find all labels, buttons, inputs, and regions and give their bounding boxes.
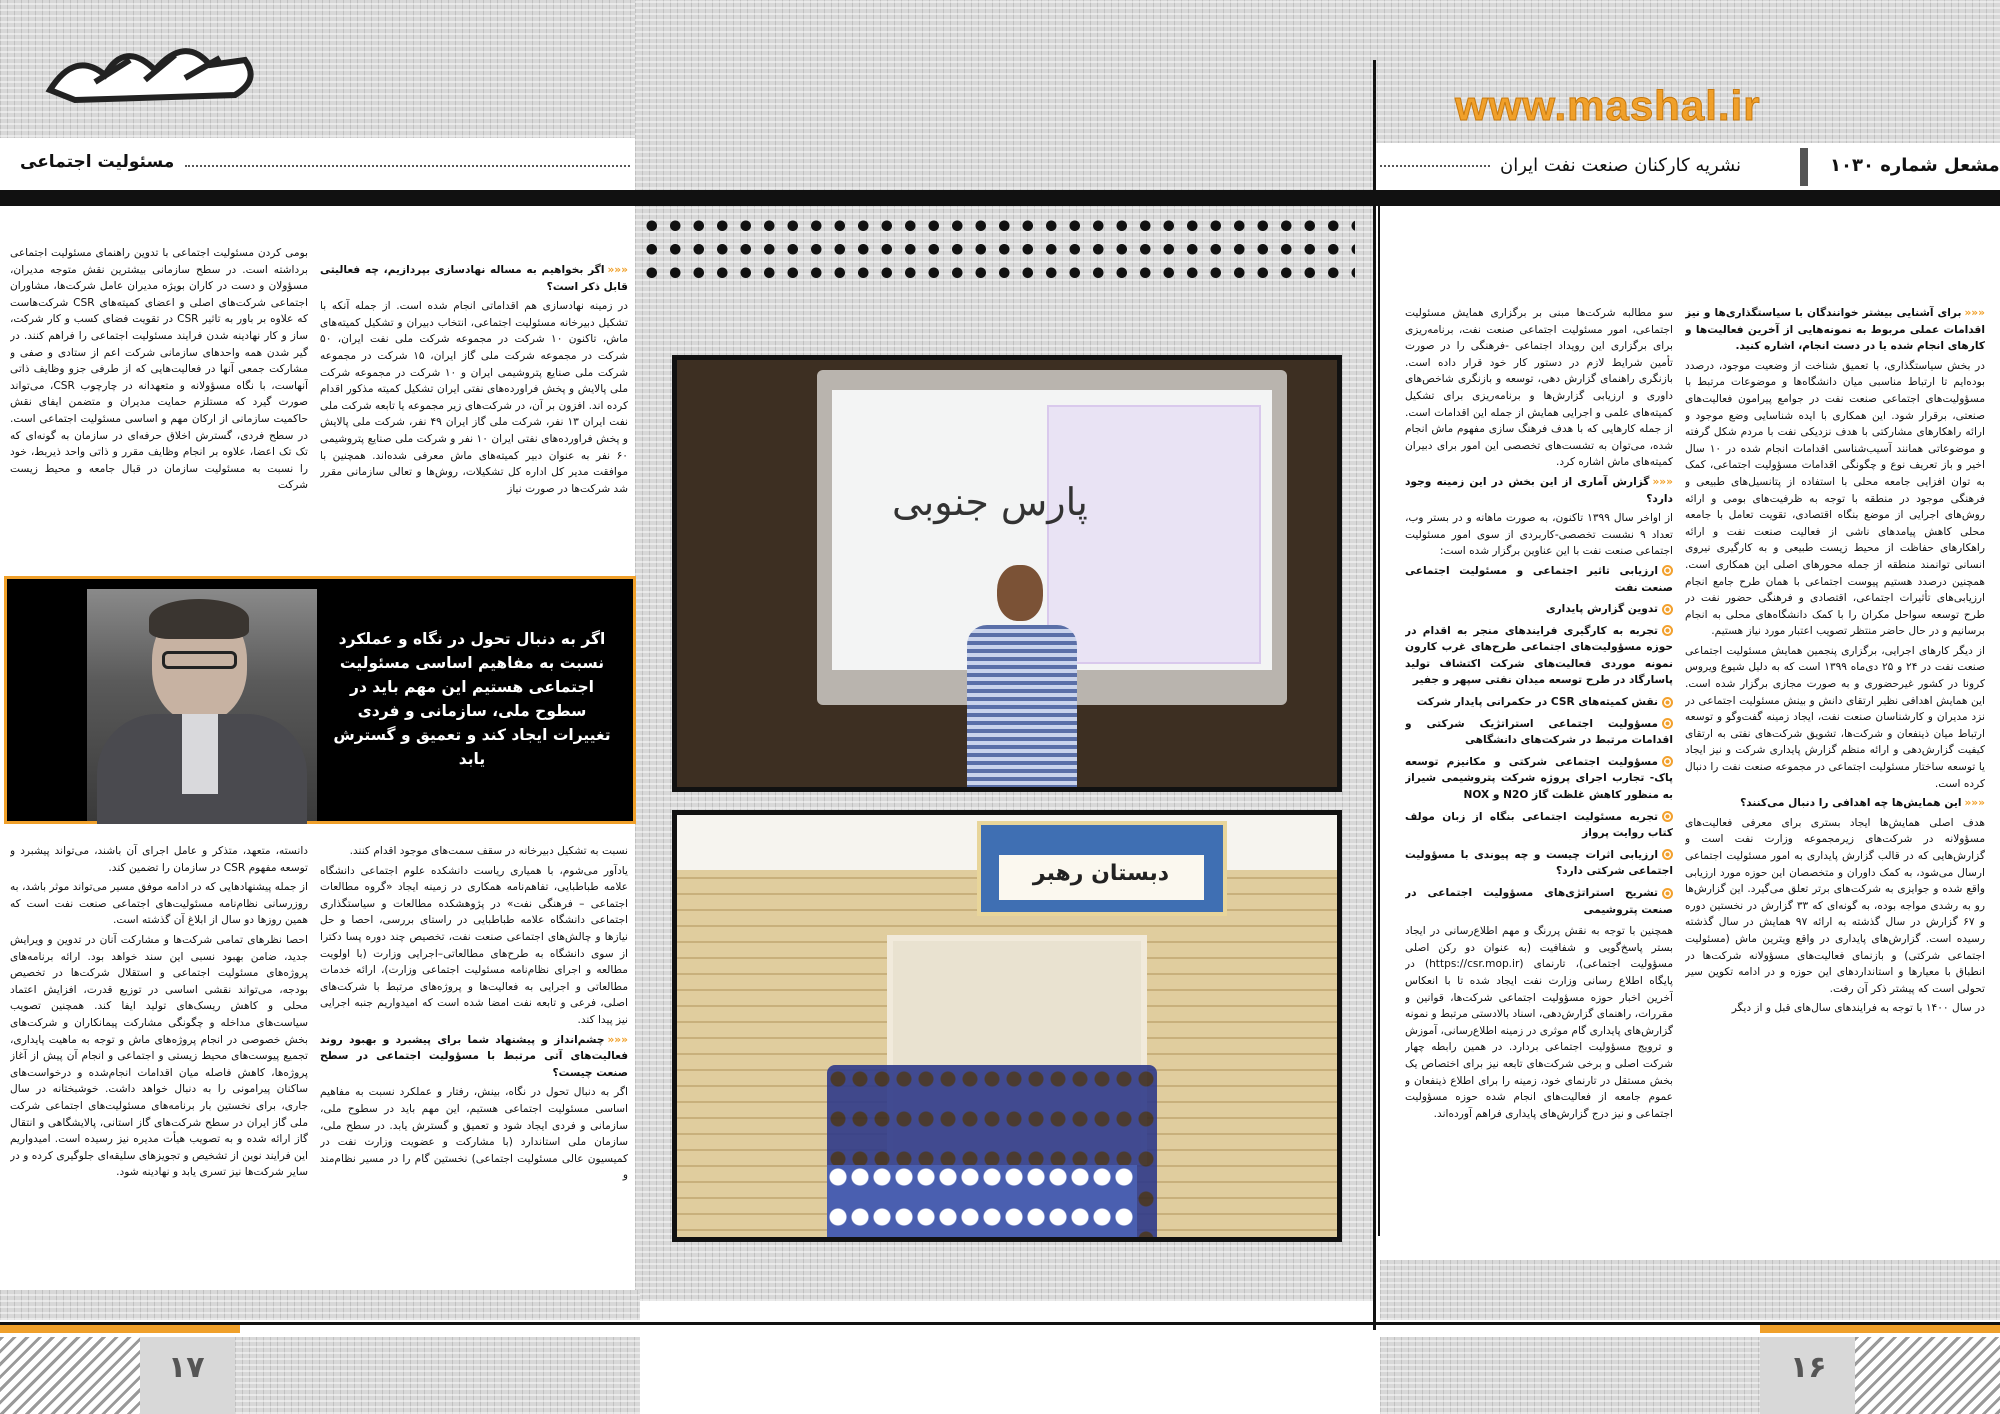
paragraph: از جمله پیشنهادهایی که در ادامه موفق مسیر می‌تواند موثر باشد، به روزرسانی نظام‌نامه مسئولیت‌های اجتماعی صنعت نفت است که همین روزها دو سال از ابلاغ آن گذشته است. xyxy=(10,881,308,927)
left-col-top-left xyxy=(10,245,308,550)
portrait-glasses xyxy=(162,651,237,669)
portrait-shirt xyxy=(182,714,218,794)
footer-texture-right xyxy=(1380,1260,2000,1320)
bullet-item: مسؤولیت اجتماعی استراتژیک شرکتی و اقدامات مرتبط در شرکت‌های دانشگاهی xyxy=(1405,717,1673,747)
whiteboard-photo xyxy=(672,355,1342,792)
bullet-circle-icon xyxy=(1662,565,1673,576)
bullet-item: تجربه مسئولیت اجتماعی بنگاه از زبان مولف کتاب روایت پرواز xyxy=(1405,810,1673,840)
paragraph: در سال ۱۴۰۰ با توجه به فرایندهای سال‌های قبل و از دیگر xyxy=(1731,1002,1985,1015)
question-text: چشم‌انداز و پیشنهاد شما برای پیشبرد و بهبود روند فعالیت‌های آتی مرتبط با مسؤولیت اجتماعی در سطح صنعت چیست؟ xyxy=(320,1033,628,1079)
paragraph: هدف اصلی همایش‌ها ایجاد بستری برای معرفی فعالیت‌های مسؤولانه در شرکت‌های زیرمجموعه وزارت نفت است و گزارش‌هایی که در قالب گزارش پایداری به امور مسئولیت اجتماعی ارسال می‌شود، به کمک داوران و متخصصان این حوزه مورد ارزیابی واقع شده و جوایزی به شرکت‌های برتر تعلق می‌گیرد. این گزارش‌ها رو به رشدی مواجه بوده، به گونه‌ای که ۳۳ گزارش در نخستین دوره و ۶۷ گزارش در سال گذشته به ارائه ۹۷ همایش در سال گذشته رسیده است. گزارش‌های پایداری در واقع ویترین ماش (مسئولیت اجتماعی شرکتی) و بازنمای فعالیت‌های مسؤولانه شرکت‌ها در انطباق با معیارها و استانداردهای این حوزه و در ادامه تکوین سیر تحولی است که پیشتر ذکر آن رفت. xyxy=(1685,816,1985,995)
portrait-hair xyxy=(149,599,249,639)
bullet-item: تشریح استراتژی‌های مسؤولیت اجتماعی در صنعت پتروشیمی xyxy=(1405,887,1673,916)
paragraph: دانسته، متعهد، متذکر و عامل اجرای آن باشند، می‌تواند پیشبرد و توسعه مفهوم CSR در سازمان را تضمین کند. xyxy=(10,845,308,874)
footer-black-line xyxy=(0,1322,2000,1325)
dot-grid-decoration xyxy=(640,214,1355,286)
question-arrows-icon: ««« xyxy=(1964,797,1985,810)
left-col-bottom-right xyxy=(320,843,628,1283)
bullet-item: تجربه به کارگیری فرایندهای منجر به اقدام در حوزه مسؤولیت‌های اجتماعی طرح‌های غرب کارون نمونه موردی فعالیت‌های شرکت اکتشاف تولید پاسارگاد در طرح توسعه میدان نفتی سپهر و جفیر xyxy=(1405,624,1673,687)
paragraph: از اواخر سال ۱۳۹۹ تاکنون، به صورت ماهانه و در بستر وب، تعداد ۹ نشست تخصصی-کاربردی از سوی امور مسئولیت اجتماعی صنعت نفت با این عناوین برگزار شده است: xyxy=(1405,512,1673,558)
bullet-circle-icon xyxy=(1662,756,1673,767)
bullet-item: نقش کمیته‌های CSR در حکمرانی پایدار شرکت xyxy=(1405,694,1673,711)
paragraph: سو مطالبه شرکت‌ها مبنی بر برگزاری همایش مسئولیت اجتماعی، امور مسئولیت اجتماعی صنعت نفت، برنامه‌ریزی برای برگزاری این رویداد اجتماعی -فرهنگی را در صورت تأمین شرایط لازم در دستور کار خود قرار داده است. بازنگری راهنمای گزارش دهی، توسعه و بازنگری شاخص‌های داوری و ارزیابی گزارش‌ها و برنامه‌ریزی برای تشکیل کمیته‌های علمی و اجرایی همایش از جمله این اقدامات است. از جمله کارهایی که با هدف فرهنگ سازی مفهوم ماش انجام شده، می‌توان به تشست‌های تخصصی این امور برای دبیران کمیته‌های ماش اشاره کرد. xyxy=(1405,307,1673,469)
quote-text: اگر به دنبال تحول در نگاه و عملکرد نسبت به مفاهیم اساسی مسئولیت اجتماعی هستیم این مهم باید در سطوح ملی، سازمانی و فردی تغییرات ایجاد کند و تعمیق و گسترش یابد xyxy=(333,630,611,768)
publication-title: نشریه کارکنان صنعت نفت ایران xyxy=(1500,155,1742,176)
footer-bottom-texture-right xyxy=(1380,1337,1760,1414)
bullet-item: ارزیابی اثرات چیست و چه پیوندی با مسؤولیت اجتماعی شرکتی دارد؟ xyxy=(1405,848,1673,878)
section-title-divider xyxy=(185,165,630,167)
mashal-logo xyxy=(35,20,265,110)
school-sign-text: دبستان رهبر xyxy=(1032,861,1170,886)
author-portrait xyxy=(87,589,317,821)
paragraph: یادآور می‌شوم، با همیاری ریاست دانشکده علوم اجتماعی دانشگاه علامه طباطبایی، تفاهم‌نامه همکاری در زمینه ایجاد «گروه مطالعات اجتماعی – فرهنگی نفت» در پژوهشکده مطالعات و سیاستگذاری اجتماعی دانشگاه علامه طباطبایی در راستای بررسی، احصا و حل نیازها و چالش‌های اجتماعی صنعت نفت، تخصیص چند دوره پسا دکترا از سوی دانشگاه به طرح‌های مطالعاتی–اجرایی وزارت (با اولویت مطالعه و اجرای نظام‌نامه مسئولیت اجتماعی وزارت)، ارائه خدمات مطالعاتی و اجرایی به فعالیت‌ها و پروژه‌های مرتبط با شرکت‌های اصلی، فرعی و تابعه نفت امضا شده است که امیدواریم جنبه اجرایی نیز پیدا کند. xyxy=(320,864,628,1026)
students-front-row xyxy=(827,1165,1137,1242)
whiteboard-text: پارس جنوبی xyxy=(892,480,1088,524)
bullet-circle-icon xyxy=(1662,888,1673,899)
page-number-left: ۱۷ xyxy=(168,1350,205,1385)
right-col-right xyxy=(1685,305,1985,1235)
bullet-item: ارزیابی تاثیر اجتماعی و مسئولیت اجتماعی صنعت نفت xyxy=(1405,564,1673,594)
bullet-circle-icon xyxy=(1662,718,1673,729)
left-col-top-right xyxy=(320,262,628,552)
right-header-divider xyxy=(1380,165,1490,167)
mashal-logo-graphic xyxy=(35,20,265,110)
bullet-circle-icon xyxy=(1662,604,1673,615)
top-black-bar xyxy=(0,190,2000,206)
paragraph: همچنین با توجه به نقش پررنگ و مهم اطلاع‌رسانی در ایجاد بستر پاسخ‌گویی و شفافیت (به عنوان دو رکن اصلی مسؤولیت اجتماعی)، تارنمای (https://csr.mop.ir) در پایگاه اطلاع رسانی وزارت نفت ایجاد شده تا با انعکاس آخرین اخبار حوزه مسؤولیت اجتماعی شرکت‌ها، قوانین و مقررات، راهنمای گزارش‌دهی، اسناد بالادستی مرتبط و نمونه گزارش‌های پایداری گام موثری در زمینه اطلاع‌رسانی، آموزش و ترویج مسؤولیت اجتماعی بردارد. در همین رابطه چهار شرکت اصلی و برخی شرکت‌های تابعه نیز برای اختصاص یک بخش مستقل در تارنمای خود، زمینه را برای اطلاع ذینفعان و عموم جامعه از فعالیت‌های انجام شده حوزه مسؤولیت اجتماعی و نیز درج گزارش‌های پایداری فراهم آورده‌اند. xyxy=(1405,925,1673,1120)
bullet-circle-icon xyxy=(1662,625,1673,636)
paragraph: نسبت به تشکیل دبیرخانه در سقف سمت‌های موجود اقدام کنند. xyxy=(349,845,628,857)
question-arrows-icon: ««« xyxy=(1964,307,1985,319)
bullet-circle-icon xyxy=(1662,849,1673,860)
issue-label: مشعل شماره ۱۰۳۰ xyxy=(1830,155,2000,176)
student-shirt xyxy=(967,625,1077,792)
bullet-item: مسؤولیت اجتماعی شرکتی و مکانیزم توسعه پاک- تجارب اجرای پروژه شرکت پتروشیمی شیراز به منظور کاهش غلظت گاز N2O و NOX xyxy=(1405,755,1673,802)
school-sign xyxy=(977,821,1227,916)
right-col-left xyxy=(1405,305,1673,1235)
student-figure xyxy=(957,565,1087,792)
section-title: مسئولیت اجتماعی xyxy=(20,152,175,172)
quote-box xyxy=(4,576,636,824)
header-separator xyxy=(1800,148,1808,186)
school-photo xyxy=(672,810,1342,1242)
bullet-circle-icon xyxy=(1662,811,1673,822)
paragraph: اگر به دنبال تحول در نگاه، بینش، رفتار و عملکرد نسبت به مفاهیم اساسی مسئولیت اجتماعی هستیم، این مهم باید در سطوح ملی، سازمانی و فردی ایجاد شود و تعمیق و گسترش یابد. در سطح ملی، سازمان ملی استاندارد (با مشارکت و عضویت وزارت نفت در کمیسیون عالی مسئولیت اجتماعی) نخستین گام را در مسیر نظام‌مند و xyxy=(320,1086,628,1182)
website-url[interactable]: www.mashal.ir xyxy=(1455,82,1761,129)
question-text: اگر بخواهیم به مساله نهادسازی بپردازیم، چه فعالیتی قابل ذکر است؟ xyxy=(320,264,628,293)
paragraph: در زمینه نهادسازی هم اقداماتی انجام شده است. از جمله آنکه با تشکیل دبیرخانه مسئولیت اجتماعی، انتخاب دبیران و تشکیل کمیته‌های ماش، تاکنون ۱۰ شرکت در مجموعه شرکت ملی نفت ایران، ۵۰ شرکت در مجموعه شرکت ملی گاز ایران، ۱۵ شرکت در مجموعه شرکت ملی صنایع پتروشیمی ایران و ۱۰ شرکت در مجموعه شرکت ملی پالایش و پخش فراورده‌های نفتی ایران تشکیل کمیته مذکور اقدام کرده اند. افزون بر آن، در شرکت‌های زیر مجموعه یا تابعه شرکت ملی نفت ایران ۱۳ نفر، شرکت ملی گاز ایران ۴۹ نفر، شرکت ملی پالایش و پخش فراورده‌های نفتی ایران ۱۰ نفر و شرکت ملی صنایع پتروشیمی ۶۰ نفر به عنوان دبیر کمیته‌های ماش معرفی شده‌اند. همچنین با موافقت مدیر کل اداره کل تشکیلات، روش‌ها و تعالی سازمانی مقرر شد شرکت‌ها در صورت نیاز xyxy=(320,300,628,495)
question-arrows-icon: ««« xyxy=(1652,475,1673,488)
page-number-right: ۱۶ xyxy=(1790,1350,1827,1385)
paragraph: بومی کردن مسئولیت اجتماعی با تدوین راهنمای مسئولیت اجتماعی برداشته است. در سطح سازمانی بیشترین نقش متوجه مدیران، مسؤولان و دست در کاران بویژه مدیران عامل شرکت‌ها، مشاوران اجتماعی شرکت‌های اصلی و اعضای کمیته‌های CSR شرکت‌هاست که علاوه بر باور به تاثیر CSR در تقویت فضای کسب و کار شرکت، ساز و کار نهادینه شدن فرایند مسئولیت اجتماعی را فراهم کنند. در گیر شدن همه واحدهای سازمانی شرکت اعم از ستادی و صفی و مشارکت جمعی آنها در فعالیت‌هایی که از طرفی جزو وظایف ذاتی آنهاست، با نگاه مسؤولانه و متعهدانه در چارچوب CSR، می‌تواند صورت گیرد که مستلزم حمایت مدیران و متضمن ایفای نقش حاکمیت سازمانی از ارکان مهم و اساسی مسئولیت اجتماعی است. در سطح فردی، گسترش اخلاق حرفه‌ای در سازمان به گونه‌ای که تک تک اعضا، علاوه بر انجام وظایف مقرر و ذاتی واحد ذیربط، خود را نسبت به مسئولیت سازمان در قبال جامعه و محیط زیست شرکت xyxy=(10,247,308,492)
left-col-bottom-left xyxy=(10,843,308,1283)
question-arrows-icon: ««« xyxy=(607,1033,628,1046)
paragraph: از دیگر کارهای اجرایی، برگزاری پنجمین همایش مسئولیت اجتماعی صنعت نفت در ۲۴ و ۲۵ دی‌ماه ۱۳۹۹ است که به دلیل شیوع ویروس کرونا در کشور غیرحضوری و به صورت مجازی برگزار شده است. این همایش اهدافی نظیر ارتقای دانش و بینش مسئولیت اجتماعی در نزد مدیران و کارشناسان صنعت نفت، ایجاد زمینه گفت‌وگو و توسعه ارتباط میان ذینفعان و شرکت‌ها، تشویق شرکت‌های نفتی به ارتقای کیفیت گزارش‌دهی و ارائه منظم گزارش پایداری شرکت و نیز ایجاد یا توسعه ساختار مسئولیت اجتماعی در مجموعه صنعت نفت را دنبال کرده است. xyxy=(1685,644,1985,790)
bullet-circle-icon xyxy=(1662,697,1673,708)
vertical-rule-2 xyxy=(1378,206,1380,1236)
paragraph: احصا نظرهای تمامی شرکت‌ها و مشارکت آنان در تدوین و ویرایش جدید، ضامن بهبود نسبی این سند خواهد بود. ارائه برنامه‌های پروژه‌های مسئولیت اجتماعی و استقلال شرکت‌ها در تخصیص بودجه، می‌تواند نقشی اساسی در توزیع قدرت، افزایش اعتماد محلی و کاهش ریسک‌های تولید ایفا کند. همچنین تصویب سیاست‌های مداخله و چگونگی مشارکت پیمانکاران و شرکت‌های بخش خصوصی در انجام پروژه‌های ماش و توجه به ماهیت پایداری، تجمیع پیوست‌های محیط زیستی و اجتماعی و انجام آن پیش از آغاز پروژه‌ها، کاهش فاصله میان اقدامات انجام‌شده و درخواست‌های ساکنان پیرامونی را به دنبال خواهد داشت. خوشبختانه در سال جاری، برای نخستین بار برنامه‌های مسئولیت‌های اجتماعی شرکت ملی گاز ایران در سطح شرکت‌های گاز استانی، پالایشگاهی و انتقال گاز ارائه شده و به تصویب هیأت مدیره نیز رسیده است. امیدواریم این فرایند نوین از تشخیص و تجویزهای سلیقه‌ای جلوگیری کرده و در سایر شرکت‌ها نیز تسری یابد و نهادینه شود. xyxy=(10,933,308,1179)
question-text: برای آشنایی بیشتر خوانندگان با سیاستگذاری‌ها و نیز اقدامات عملی مربوط به نمونه‌هایی از آخرین فعالیت‌ها و کارهای انجام شده یا در دست انجام، اشاره کنید. xyxy=(1685,307,1985,353)
footer-texture-left xyxy=(0,1290,640,1320)
question-text: گزارش آماری از این بخش در این زمینه وجود دارد؟ xyxy=(1405,475,1673,505)
bullet-item: تدوین گزارش پایداری xyxy=(1405,601,1673,618)
student-head xyxy=(997,565,1043,621)
question-arrows-icon: ««« xyxy=(607,264,628,276)
footer-bottom-texture-left xyxy=(235,1337,640,1414)
paragraph: در بخش سیاستگذاری، با تعمیق شناخت از وضعیت موجود، درصدد بوده‌ایم تا ارتباط مناسبی میان دانشگاه‌ها و موضوعات مرتبط با مسؤولیت‌های اجتماعی صنعت نفت در جوامع پیرامون فعالیت‌های صنعتی، برقرار شود. این همکاری با ایده شناسایی وضع موجود و ارائه راهکارهای مشارکتی با هدف نزدیکی نفت با مردم شکل گرفته و موضوعاتی همانند آسیب‌شناسی اقدامات انجام شده در ۱۰ سال اخیر و باز تعریف نوع و چگونگی اقدامات مسؤولیت اجتماعی، کمک به توان افزایی جامعه محلی با استفاده از پتانسیل‌های طبیعی و فرهنگی موجود در منطقه با توجه به ظرفیت‌های بومی و ارائه روش‌های اجرایی از موضع بنگاه اقتصادی، تقویت تعامل با جامعه محلی کاهش پیامدهای ناشی از فعالیت صنعت نفت و ارائه راهکارهای حفاظت از محیط زیست طبیعی و به کارگیری نیروی انسانی توانمند منطقه از جمله محورهای اصلی این همکاری است. همچنین درصدد هستیم پیوست اجتماعی با همان طرح جامع انجام ارزیابی‌های تأثیرات اجتماعی، اقتصادی و فرهنگی حضور نفت در طرح توسعه سواحل مکران را با کمک دانشگاه‌های محلی به انجام برسانیم و در حال حاضر منتظر تصویب اعتبار مورد نیاز هستیم. xyxy=(1685,359,1985,638)
vertical-rule-1 xyxy=(1373,60,1376,1330)
footer-stripes-right xyxy=(1855,1337,2000,1414)
question-text: این همایش‌ها چه اهدافی را دنبال می‌کنند؟ xyxy=(1740,797,1962,810)
footer-stripes-left xyxy=(0,1337,140,1414)
